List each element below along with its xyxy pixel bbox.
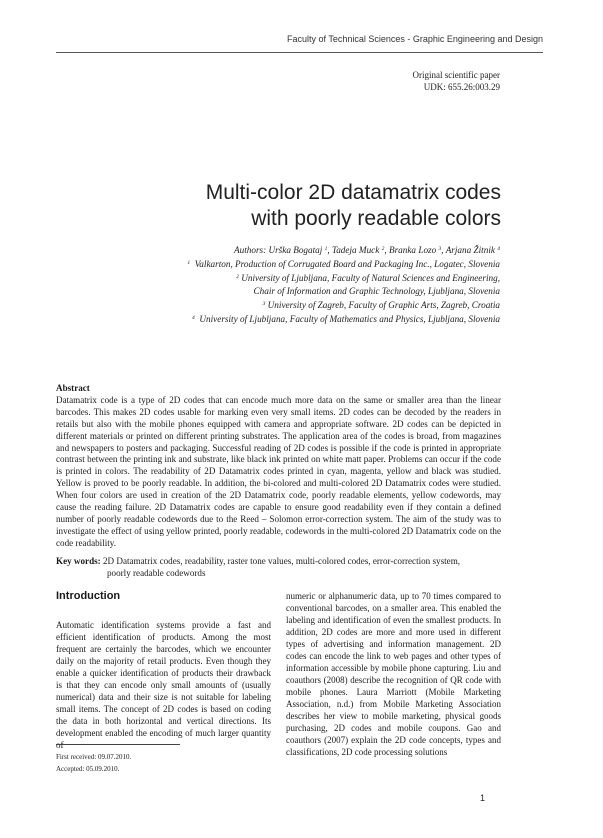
abstract [56, 383, 501, 550]
affiliation-text: Valkarton, Production of Corrugated Board and Packaging Inc., Logatec, Slovenia [194, 259, 500, 269]
affiliation-text: University of Ljubljana, Faculty of Mathematics and Physics, Ljubljana, Slovenia [199, 314, 500, 324]
section-heading-introduction: Introduction [56, 590, 121, 602]
affiliation-sup: 2 [236, 274, 239, 280]
authors-block [187, 243, 500, 326]
footnotes [56, 751, 131, 775]
received-date: First received: 09.07.2010. [56, 753, 132, 761]
affiliation [187, 312, 500, 326]
author-name: Arjana Žitnik [445, 245, 495, 255]
keywords-line-2: poorly readable codewords [107, 567, 206, 578]
paper-type-label: Original scientific paper [412, 70, 500, 80]
author-name: Urška Bogataj [268, 245, 323, 255]
affiliation-text: University of Zagreb, Faculty of Graphic Arts, Zagreb, Croatia [267, 300, 500, 310]
page-number: 1 [480, 793, 486, 803]
intro-paragraph-right: numeric or alphanumeric data, up to 70 times compared to conventional barcodes, on a smaller area. This enabled the labeling and identification of even the smallest products. In addition, 2D codes are more and more used in different types of advertising and information management. 2D codes can encode the link to web pages and other types of information accessible by mobile phone capturing. Liu and coauthors (2008) describe the recognition of QR code with mobile phones. Laura Marriott (Mobile Marketing Association, n.d.) from Mobile Marketing Association describes her view to mobile marketing, physical goods purchasing, 2D codes and mobile coupons. Gao and coauthors (2007) explain the 2D code concepts, types and classifications, 2D code processing solutions [286, 591, 501, 757]
keywords [56, 556, 501, 580]
affiliation [187, 271, 500, 285]
affiliation-text: Chair of Information and Graphic Technology, Ljubljana, Slovenia [253, 286, 500, 296]
author-sup: 2 [381, 246, 385, 252]
left-column [56, 590, 271, 751]
affiliation-sup: 4 [192, 315, 195, 321]
keywords-line-1: 2D Datamatrix codes, readability, raster tone values, multi-colored codes, error-correction system, [103, 556, 461, 566]
intro-paragraph-left: Automatic identification systems provide a fast and efficient identification of products. Among the most frequent are certainly the barcodes, which we encounter daily on the majority of retail products. Even though they enable a quicker identification of products their drawback is that they can encode only small amounts of (usually numerical) data and their size is not suitable for labeling small items. The concept of 2D codes is based on coding the data in both horizontal and vertical directions. Its development enabled the encoding of much larger quantity of [56, 620, 271, 750]
author-name: Tadeja Muck [331, 245, 380, 255]
abstract-text: Datamatrix code is a type of 2D codes that can encode much more data on the same or smaller area than the linear barcodes. This makes 2D codes usable for marking even very small items. 2D codes can be decoded by the readers in retails but also with the mobile phones equipped with camera and appropriate software. 2D codes can be depicted in different materials or printed on different printing substrates. The application area of the codes is broad, from magazines and newspapers to posters and packaging. Successful reading of 2D codes is possible if the code is printed in appropriate contrast between the printing ink and substrate, like black ink printed on white matt paper. Problems can occur if the code is printed in colors. The readability of 2D Datamatrix codes printed in cyan, magenta, yellow and black was studied. Yellow is proved to be poorly readable. In addition, the bi-colored and multi-colored 2D Datamatrix codes were studied. When four colors are used in creation of the 2D Datamatrix code, poorly readable elements, yellow codewords, may cause the reading failure. 2D Datamatrix codes are capable to ensure good readability even if they contain a defined number of poorly readable codewords due to the Reed – Solomon error-correction system. The aim of the study was to investigate the effect of using yellow printed, poorly readable, codewords in the multi-colored 2D Datamatrix code on the code readability. [56, 394, 501, 548]
udk-label: UDK: 655.26:003.29 [423, 82, 500, 92]
affiliation [187, 257, 500, 271]
affiliation-sup: 1 [187, 260, 191, 266]
author-sup: 3 [438, 246, 442, 252]
author-sup: 4 [497, 246, 500, 252]
author-sup: 1 [324, 246, 328, 252]
title-line-1: Multi-color 2D datamatrix codes [205, 181, 501, 204]
footnote-divider [56, 744, 180, 745]
paper-info [413, 69, 500, 93]
running-title: Faculty of Technical Sciences - Graphic Engineering and Design [287, 34, 543, 44]
right-column [286, 590, 501, 758]
paper-title [206, 180, 501, 232]
running-header [56, 32, 543, 53]
authors-prefix: Authors: [234, 245, 269, 255]
affiliation-sup: 3 [262, 301, 266, 307]
title-line-2: with poorly readable colors [251, 207, 501, 230]
author-list: Authors: Urška Bogataj $^1$, Tadeja Muck $^2$, Branka Lozo $^3$, Arjana Žitnik $^4$ [234, 245, 500, 255]
accepted-date: Accepted: 05.09.2010. [56, 765, 120, 773]
abstract-heading: Abstract [56, 383, 90, 393]
affiliation [187, 285, 500, 298]
author-name: Branka Lozo [388, 245, 437, 255]
keywords-label: Key words: [56, 556, 101, 566]
affiliation [187, 298, 500, 312]
affiliation-text: University of Ljubljana, Faculty of Natural Sciences and Engineering, [241, 273, 500, 283]
